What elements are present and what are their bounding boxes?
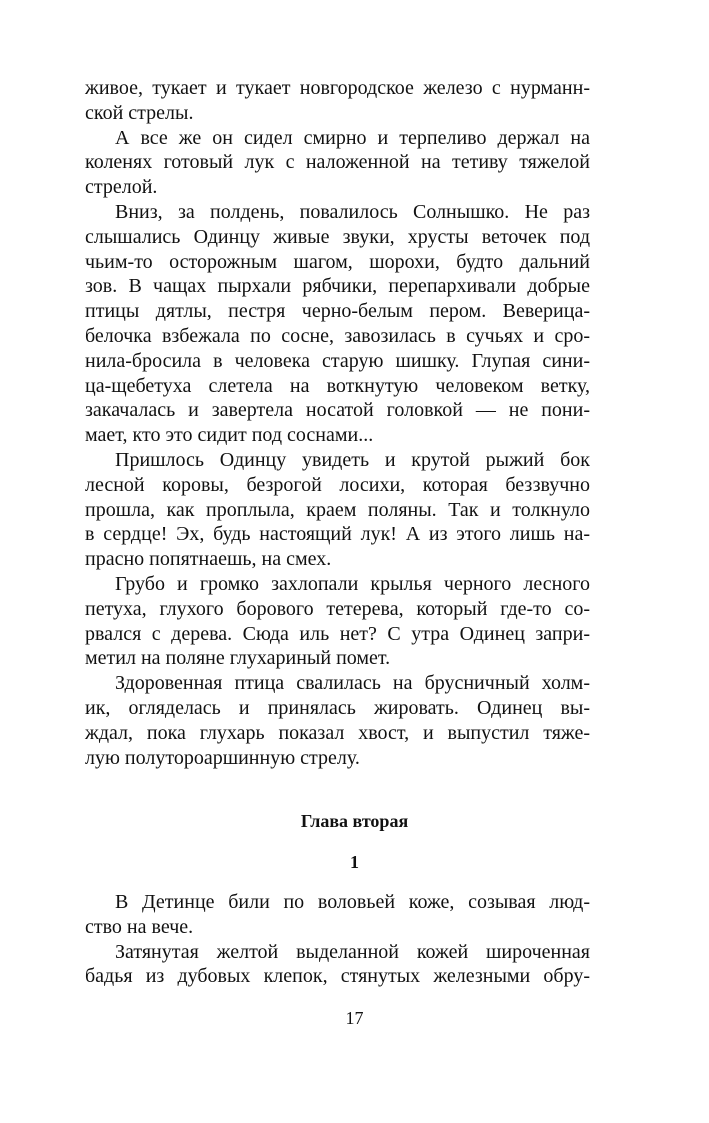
text-line: ик, огляделась и принялась жировать. Одинец вы- xyxy=(85,696,590,719)
text-line: Здоровенная птица свалилась на брусничный холм- xyxy=(115,672,590,695)
body-text-top xyxy=(85,76,590,770)
page-number: 17 xyxy=(345,1008,364,1028)
chapter-title: Глава вторая xyxy=(300,811,409,831)
text-line: метил на поляне глухариный помет. xyxy=(85,647,391,670)
body-text-bottom xyxy=(85,890,590,989)
text-line: слышались Одинцу живые звуки, хрусты веточек под xyxy=(85,225,590,248)
text-line: Затянутая желтой выделанной кожей широченная xyxy=(115,940,590,963)
section-number: 1 xyxy=(350,852,359,872)
text-line: птицы дятлы, пестря черно-белым пером. Веверица- xyxy=(85,300,590,323)
text-line: закачалась и завертела носатой головкой — не пони- xyxy=(85,399,590,422)
text-line: лесной коровы, безрогой лосихи, которая беззвучно xyxy=(85,473,590,496)
text-line: коленях готовый лук с наложенной на тетиву тяжелой xyxy=(85,151,590,174)
text-line: прошла, как проплыла, краем поляны. Так и толкнуло xyxy=(85,498,590,521)
text-line: белочка взбежала по сосне, завозилась в сучьях и сро- xyxy=(85,324,590,347)
text-line: прасно попятнаешь, на смех. xyxy=(85,548,332,571)
text-line: ство на вече. xyxy=(85,915,194,938)
text-line: Вниз, за полдень, повалилось Солнышко. Не раз xyxy=(115,200,590,223)
text-line: В Детинце били по воловьей коже, созывая люд- xyxy=(115,891,590,913)
text-line: Грубо и громко захлопали крылья черного лесного xyxy=(115,572,590,595)
text-line: стрелой. xyxy=(85,176,158,199)
text-line: живое, тукает и тукает новгородское железо с нурманн- xyxy=(85,77,590,99)
text-line: ца-щебетуха слетела на воткнутую человеком ветку, xyxy=(85,374,590,397)
text-line: ждал, пока глухарь показал хвост, и выпустил тяже- xyxy=(85,721,590,744)
text-line: нила-бросила в человека старую шишку. Глупая сини- xyxy=(85,349,590,372)
text-line: петуха, глухого борового тетерева, который где-то со- xyxy=(85,597,590,620)
text-line: бадья из дубовых клепок, стянутых железными обру- xyxy=(85,965,590,988)
text-line: мает, кто это сидит под соснами... xyxy=(85,424,374,447)
text-line: в сердце! Эх, будь настоящий лук! А из этого лишь на- xyxy=(85,523,590,546)
text-line: рвался с дерева. Сюда иль нет? С утра Одинец запри- xyxy=(85,622,590,645)
text-line: чьим-то осторожным шагом, шорохи, будто дальний xyxy=(85,250,590,273)
text-line: лую полутороаршинную стрелу. xyxy=(85,746,360,769)
text-line: А все же он сидел смирно и терпеливо держал на xyxy=(115,126,590,149)
text-line: ской стрелы. xyxy=(85,101,194,124)
text-line: Пришлось Одинцу увидеть и крутой рыжий бок xyxy=(115,448,590,471)
text-line: зов. В чащах пырхали рябчики, перепархивали добрые xyxy=(85,275,590,298)
